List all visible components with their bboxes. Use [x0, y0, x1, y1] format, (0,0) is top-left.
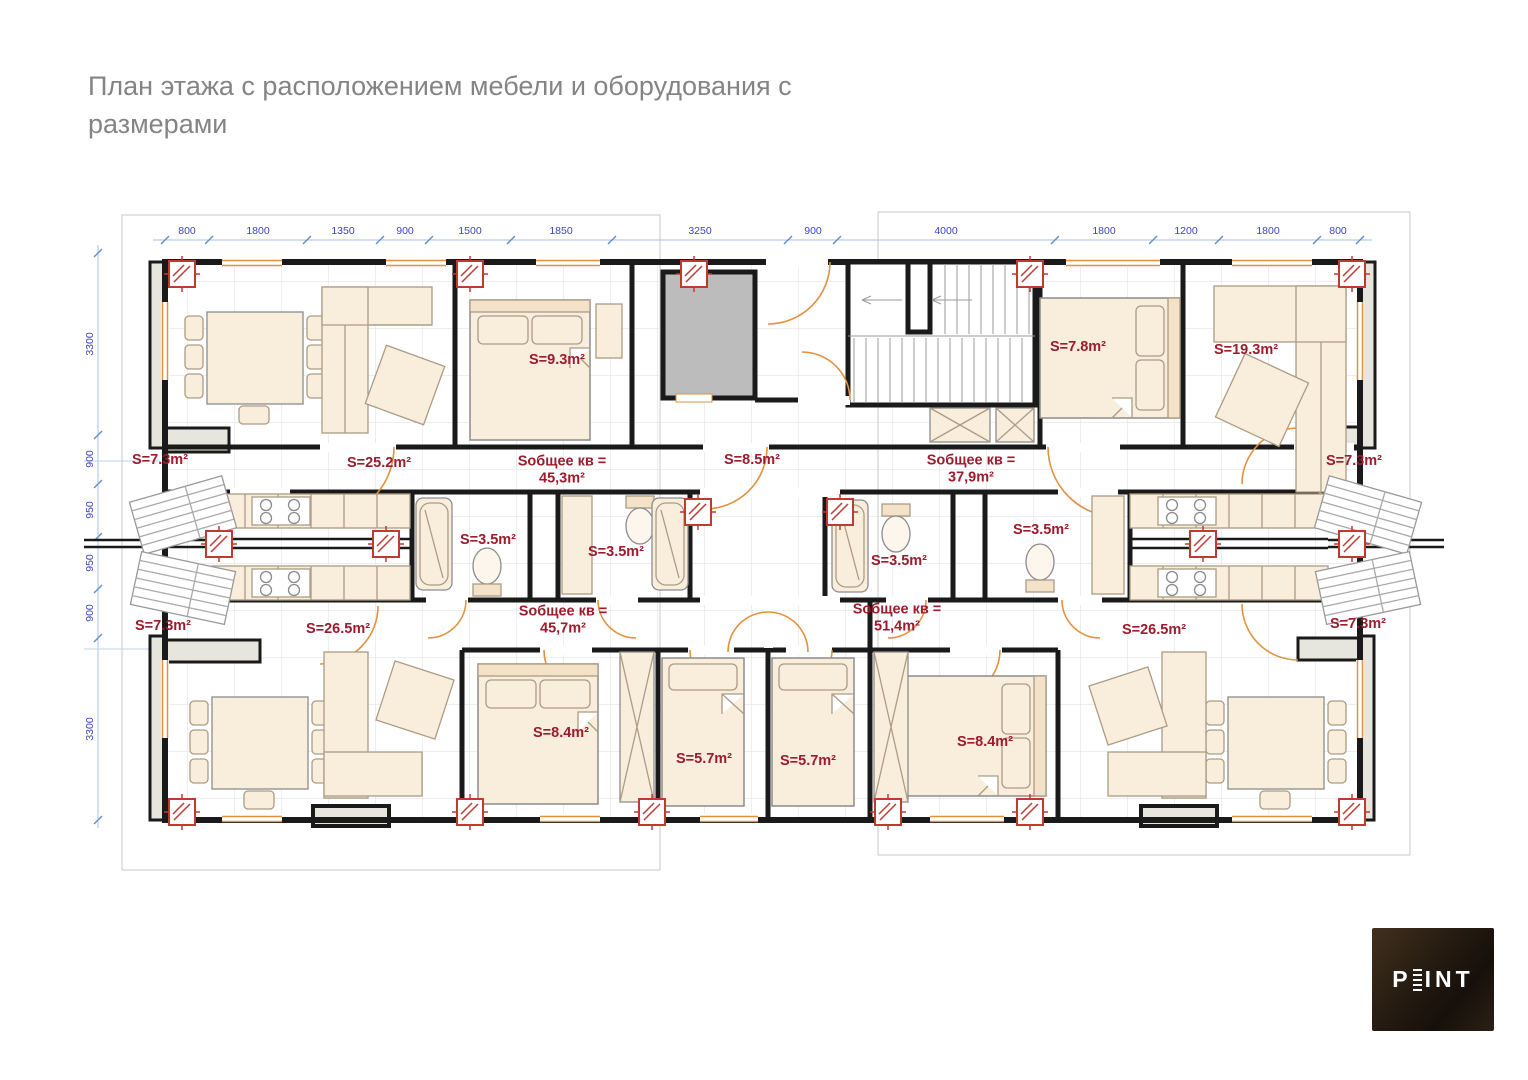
area-label-br-loggia: S=7.3m²	[1329, 616, 1387, 632]
area-label-br-bedroom: S=8.4m²	[956, 734, 1014, 750]
area-label-bath-2: S=3.5m²	[587, 544, 645, 560]
dim-left-5: 900	[84, 604, 96, 622]
dim-left-2: 900	[84, 450, 96, 468]
total-label-apt-bottom-left: Sобщее кв = 45,7m²	[518, 603, 608, 637]
area-label-hall-center: S=8.5m²	[723, 452, 781, 468]
dim-top-8: 900	[804, 225, 822, 237]
area-label-bath-3: S=3.5m²	[870, 553, 928, 569]
total-label-apt-top-right: Sобщее кв = 37,9m²	[926, 452, 1016, 486]
dim-top-3: 1350	[331, 225, 355, 237]
logo-prefix: P	[1392, 966, 1412, 992]
dim-top-4: 900	[396, 225, 414, 237]
bed-small-left	[662, 658, 744, 806]
toilet-1	[473, 548, 501, 584]
dim-left-4: 950	[84, 554, 96, 572]
company-logo	[1372, 928, 1494, 1031]
area-label-br-living: S=26.5m²	[1121, 622, 1187, 638]
area-label-tl-loggia: S=7.3m²	[131, 452, 189, 468]
elevator-shaft	[663, 272, 755, 402]
toilet-2	[626, 508, 654, 544]
area-label-bl-living: S=26.5m²	[305, 621, 371, 637]
area-label-tr-bedroom: S=7.8m²	[1049, 339, 1107, 355]
dim-left-6: 3300	[84, 717, 96, 741]
logo-o-icon	[1413, 969, 1422, 991]
area-label-tr-loggia: S=7.3m²	[1325, 453, 1383, 469]
cabinet-4	[1092, 496, 1124, 594]
dim-top-12: 1800	[1256, 225, 1280, 237]
area-label-bath-4: S=3.5m²	[1012, 522, 1070, 538]
bathtub-1	[416, 498, 452, 590]
bed-top-right	[1040, 298, 1180, 418]
toilet-4	[1026, 544, 1054, 580]
bed-top-left	[470, 300, 590, 440]
area-label-bl-loggia: S=7.3m²	[134, 618, 192, 634]
area-label-bl-bedroom: S=8.4m²	[532, 725, 590, 741]
toilet-3	[882, 516, 910, 552]
nightstand-top-left	[596, 304, 622, 358]
logo-suffix: INT	[1424, 966, 1474, 992]
total-label-apt-top-left: Sобщее кв = 45,3m²	[517, 453, 607, 487]
area-label-tr-living: S=19.3m²	[1213, 342, 1279, 358]
dim-top-5: 1500	[458, 225, 482, 237]
area-label-bath-1: S=3.5m²	[459, 532, 517, 548]
dim-top-6: 1850	[549, 225, 573, 237]
area-label-bc-bedroom-left: S=5.7m²	[675, 751, 733, 767]
dim-left-3: 950	[84, 501, 96, 519]
dim-top-1: 800	[178, 225, 196, 237]
stairs	[848, 262, 1035, 405]
dim-top-13: 800	[1329, 225, 1347, 237]
dim-top-11: 1200	[1174, 225, 1198, 237]
dim-top-10: 1800	[1092, 225, 1116, 237]
total-label-apt-bottom-right: Sобщее кв = 51,4m²	[852, 601, 942, 635]
area-label-bc-bedroom-right: S=5.7m²	[779, 753, 837, 769]
dim-top-2: 1800	[246, 225, 270, 237]
page-title: План этажа с расположением мебели и оборудования с размерами	[88, 71, 792, 139]
dim-top-9: 4000	[934, 225, 958, 237]
area-label-tl-living: S=25.2m²	[346, 455, 412, 471]
dim-top-7: 3250	[688, 225, 712, 237]
area-label-tl-bedroom: S=9.3m²	[528, 352, 586, 368]
dim-left-1: 3300	[84, 332, 96, 356]
bed-small-right	[772, 658, 854, 806]
